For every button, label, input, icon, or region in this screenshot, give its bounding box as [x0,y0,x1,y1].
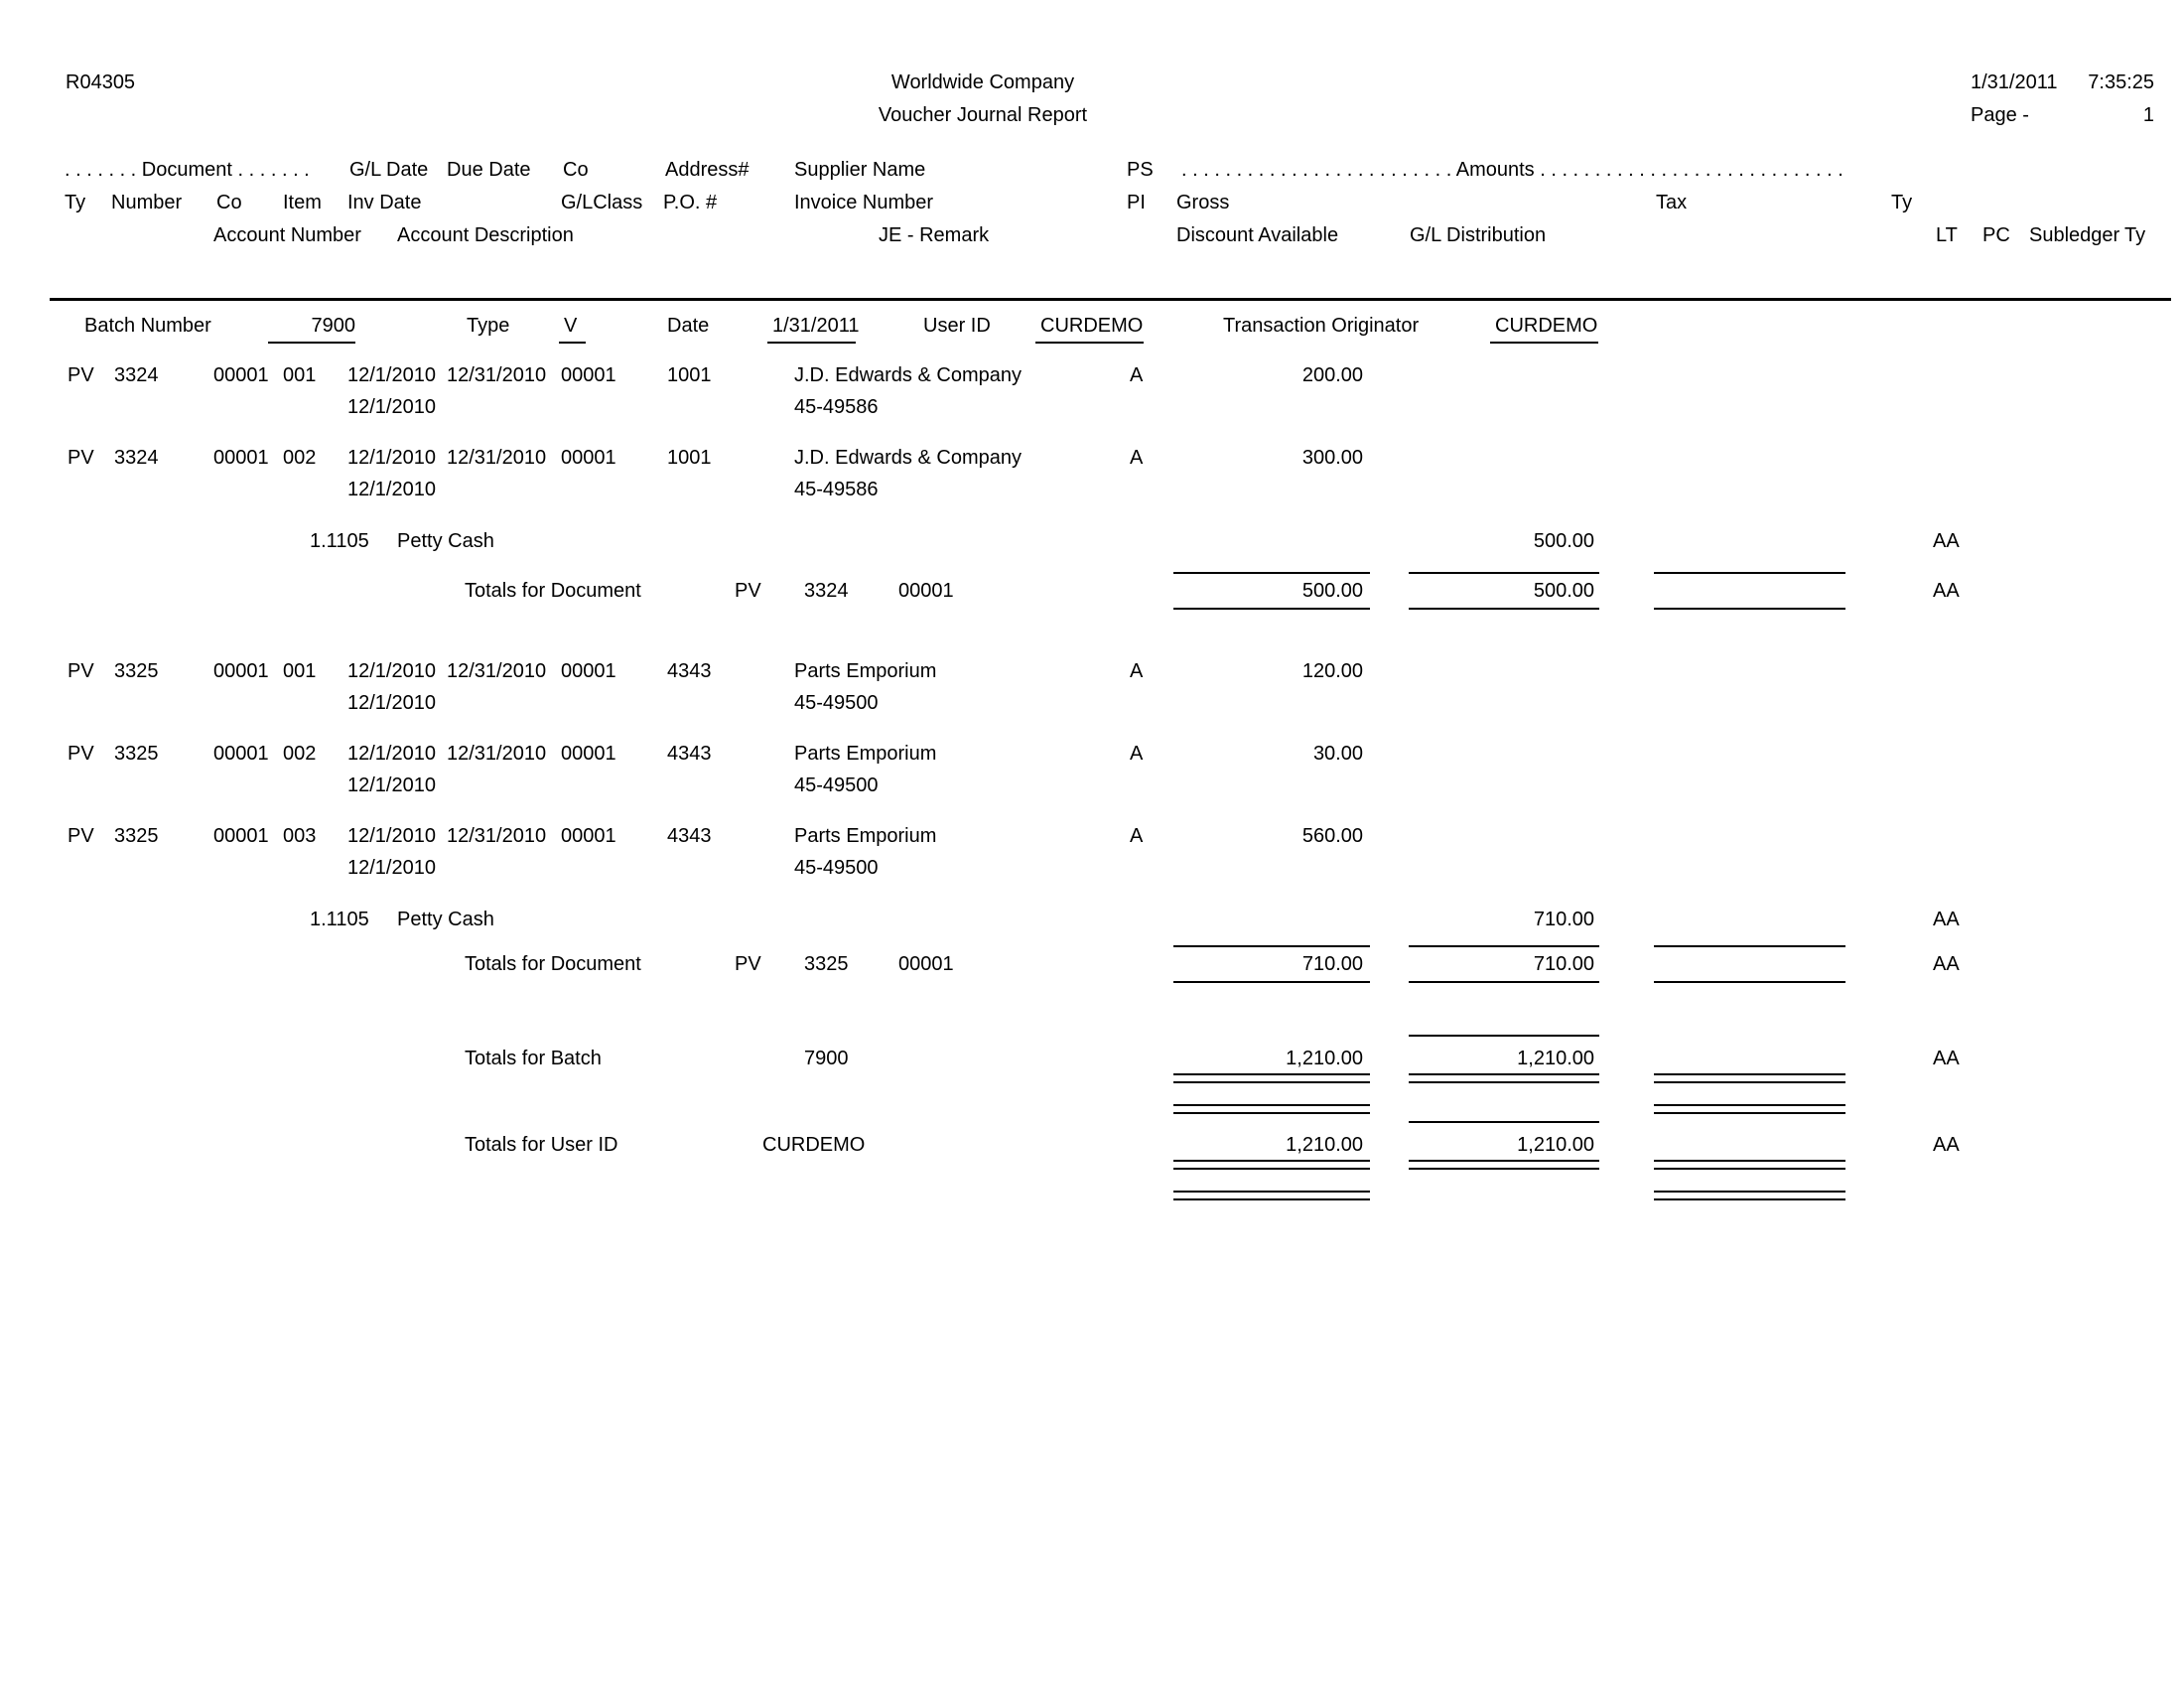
voucher-inv-date: 12/1/2010 [347,692,436,714]
user-totals-rule-above-dist [1409,1121,1599,1123]
voucher-co2: 00001 [561,825,616,847]
doc-totals-number: 3324 [804,580,849,602]
voucher-po: 1001 [667,447,712,469]
voucher-gross: 120.00 [1301,660,1363,682]
voucher-number: 3324 [114,447,159,469]
col-subledger: Subledger [2029,224,2120,246]
voucher-ps: A [1130,660,1144,682]
voucher-number: 3325 [114,825,159,847]
voucher-invoice: 45-49500 [794,857,879,879]
user-totals-user: CURDEMO [762,1134,866,1156]
voucher-due-date: 12/31/2010 [447,825,547,847]
voucher-due-date: 12/31/2010 [447,364,547,386]
voucher-item: 002 [283,447,317,469]
voucher-invoice: 45-49586 [794,479,879,500]
col-ty3: Ty [2124,224,2146,246]
voucher-due-date: 12/31/2010 [447,743,547,765]
col-ps: PS [1127,159,1154,181]
doc-totals-label: Totals for Document [465,580,641,602]
doc-totals-number: 3325 [804,953,849,975]
batch-date-underline [767,342,856,344]
voucher-invoice: 45-49586 [794,396,879,418]
col-pi: PI [1127,192,1146,213]
batch-date-value: 1/31/2011 [772,315,860,337]
distribution-description: Petty Cash [397,909,494,930]
report-id: R04305 [66,71,136,93]
user-discount-double-rule [1654,1191,1845,1193]
voucher-co2: 00001 [561,660,616,682]
totals-rule-below-gross [1173,981,1370,983]
header-divider-rule [50,298,2171,301]
batch-type-value: V [564,315,578,337]
totals-rule-above-tax [1654,572,1845,574]
voucher-supplier: Parts Emporium [794,825,937,847]
doc-totals-co: 00001 [898,953,954,975]
doc-totals-co: 00001 [898,580,954,602]
batch-date-label: Date [667,315,710,337]
report-title: Voucher Journal Report [878,104,1088,126]
user-discount-double-rule [1173,1191,1370,1193]
doc-totals-gross: 710.00 [1301,953,1363,975]
batch-user-label: User ID [923,315,991,337]
voucher-supplier: Parts Emporium [794,743,937,765]
totals-rule-below-dist [1409,608,1599,610]
voucher-co2: 00001 [561,447,616,469]
col-inv-date: Inv Date [347,192,422,213]
voucher-item: 001 [283,660,317,682]
distribution-account: 1.1105 [310,530,369,552]
voucher-ps: A [1130,743,1144,765]
voucher-gl-date: 12/1/2010 [347,660,436,682]
user-discount-double-rule [1654,1198,1845,1200]
batch-totals-double-rule [1654,1073,1845,1075]
col-due-date: Due Date [447,159,531,181]
batch-totals-label: Totals for Batch [465,1048,602,1069]
totals-rule-below-tax [1654,981,1845,983]
batch-user-underline [1035,342,1144,344]
col-amounts: . . . . . . . . . . . . . . . . . . . . . . . . . Amounts . . . . . . . . . . . . . . . . . . . . . . . . . . . . [1181,159,1843,181]
totals-rule-above-gross [1173,572,1370,574]
page-label: Page - [1971,104,2029,126]
voucher-supplier: Parts Emporium [794,660,937,682]
voucher-number: 3325 [114,743,159,765]
col-invoice-number: Invoice Number [794,192,934,213]
voucher-item: 002 [283,743,317,765]
voucher-gl-date: 12/1/2010 [347,447,436,469]
voucher-gross: 30.00 [1312,743,1363,765]
user-totals-lt: AA [1933,1134,1960,1156]
batch-totals-gross: 1,210.00 [1286,1048,1363,1069]
distribution-amount: 710.00 [1533,909,1594,930]
col-po: P.O. # [663,192,718,213]
user-totals-double-rule [1654,1160,1845,1162]
voucher-ty: PV [68,825,94,847]
report-time: 7:35:25 [2088,71,2154,93]
voucher-gl-date: 12/1/2010 [347,364,436,386]
doc-totals-lt: AA [1933,953,1960,975]
col-co: Co [563,159,589,181]
doc-totals-gross: 500.00 [1301,580,1363,602]
batch-totals-double-rule [1409,1081,1599,1083]
voucher-ty: PV [68,660,94,682]
col-address: Address# [665,159,750,181]
voucher-po: 4343 [667,825,712,847]
voucher-inv-date: 12/1/2010 [347,857,436,879]
totals-rule-below-gross [1173,608,1370,610]
voucher-inv-date: 12/1/2010 [347,479,436,500]
voucher-ps: A [1130,825,1144,847]
col-tax: Tax [1656,192,1688,213]
voucher-due-date: 12/31/2010 [447,447,547,469]
voucher-due-date: 12/31/2010 [447,660,547,682]
totals-rule-below-dist [1409,981,1599,983]
voucher-ps: A [1130,447,1144,469]
totals-rule-above-tax [1654,945,1845,947]
user-discount-double-rule [1173,1198,1370,1200]
batch-originator-underline [1490,342,1598,344]
doc-totals-ty: PV [735,580,761,602]
voucher-gl-date: 12/1/2010 [347,825,436,847]
col-pc: PC [1982,224,2010,246]
user-totals-double-rule [1409,1168,1599,1170]
voucher-po: 4343 [667,743,712,765]
voucher-co: 00001 [213,825,269,847]
voucher-ty: PV [68,447,94,469]
voucher-gross: 200.00 [1301,364,1363,386]
distribution-description: Petty Cash [397,530,494,552]
doc-totals-lt: AA [1933,580,1960,602]
totals-rule-above-gross [1173,945,1370,947]
batch-number-underline [268,342,355,344]
voucher-co: 00001 [213,364,269,386]
voucher-co2: 00001 [561,743,616,765]
batch-type-underline [559,342,586,344]
voucher-item: 001 [283,364,317,386]
batch-totals-double-rule [1409,1073,1599,1075]
batch-originator-value: CURDEMO [1495,315,1598,337]
batch-totals-double-rule [1654,1081,1845,1083]
voucher-ty: PV [68,364,94,386]
page-number: 1 [2142,104,2154,126]
col-gl-date: G/L Date [349,159,429,181]
batch-totals-rule-above-dist [1409,1035,1599,1037]
voucher-invoice: 45-49500 [794,692,879,714]
col-gross: Gross [1176,192,1230,213]
batch-totals-double-rule [1173,1081,1370,1083]
voucher-gross: 560.00 [1301,825,1363,847]
voucher-inv-date: 12/1/2010 [347,774,436,796]
totals-rule-below-tax [1654,608,1845,610]
batch-originator-label: Transaction Originator [1223,315,1420,337]
user-totals-double-rule [1654,1168,1845,1170]
batch-totals-dist: 1,210.00 [1517,1048,1594,1069]
voucher-ps: A [1130,364,1144,386]
col-account-number: Account Number [213,224,361,246]
user-totals-label: Totals for User ID [465,1134,618,1156]
voucher-co: 00001 [213,743,269,765]
voucher-ty: PV [68,743,94,765]
voucher-invoice: 45-49500 [794,774,879,796]
doc-totals-ty: PV [735,953,761,975]
company-name: Worldwide Company [890,71,1075,93]
voucher-gl-date: 12/1/2010 [347,743,436,765]
batch-user-value: CURDEMO [1040,315,1144,337]
user-totals-gross: 1,210.00 [1286,1134,1363,1156]
voucher-co: 00001 [213,660,269,682]
totals-rule-above-dist [1409,945,1599,947]
batch-totals-lt: AA [1933,1048,1960,1069]
col-lt: LT [1936,224,1958,246]
doc-totals-dist: 500.00 [1533,580,1594,602]
voucher-supplier: J.D. Edwards & Company [794,447,1022,469]
batch-discount-double-rule [1654,1104,1845,1106]
col-co2: Co [216,192,242,213]
col-ty2: Ty [1891,192,1913,213]
voucher-number: 3325 [114,660,159,682]
user-totals-double-rule [1173,1160,1370,1162]
batch-number-label: Batch Number [84,315,211,337]
doc-totals-label: Totals for Document [465,953,641,975]
voucher-co: 00001 [213,447,269,469]
col-item: Item [283,192,322,213]
distribution-lt: AA [1933,530,1960,552]
doc-totals-dist: 710.00 [1533,953,1594,975]
voucher-co2: 00001 [561,364,616,386]
col-number: Number [111,192,183,213]
col-account-description: Account Description [397,224,574,246]
col-supplier-name: Supplier Name [794,159,926,181]
col-gl-distribution: G/L Distribution [1410,224,1547,246]
col-je-remark: JE - Remark [879,224,990,246]
batch-totals-double-rule [1173,1073,1370,1075]
batch-discount-double-rule [1173,1104,1370,1106]
col-discount-available: Discount Available [1176,224,1339,246]
voucher-supplier: J.D. Edwards & Company [794,364,1022,386]
distribution-amount: 500.00 [1533,530,1594,552]
distribution-account: 1.1105 [310,909,369,930]
voucher-inv-date: 12/1/2010 [347,396,436,418]
col-document: . . . . . . . Document . . . . . . . [65,159,310,181]
col-ty: Ty [65,192,86,213]
user-totals-double-rule [1409,1160,1599,1162]
voucher-po: 1001 [667,364,712,386]
user-totals-dist: 1,210.00 [1517,1134,1594,1156]
col-gl-class: G/LClass [561,192,643,213]
voucher-item: 003 [283,825,317,847]
batch-discount-double-rule [1654,1112,1845,1114]
totals-rule-above-dist [1409,572,1599,574]
voucher-gross: 300.00 [1301,447,1363,469]
batch-discount-double-rule [1173,1112,1370,1114]
batch-type-label: Type [467,315,510,337]
voucher-number: 3324 [114,364,159,386]
user-totals-double-rule [1173,1168,1370,1170]
batch-totals-batch: 7900 [804,1048,849,1069]
batch-number-value: 7900 [311,315,355,337]
voucher-po: 4343 [667,660,712,682]
distribution-lt: AA [1933,909,1960,930]
report-date: 1/31/2011 [1971,71,2058,93]
